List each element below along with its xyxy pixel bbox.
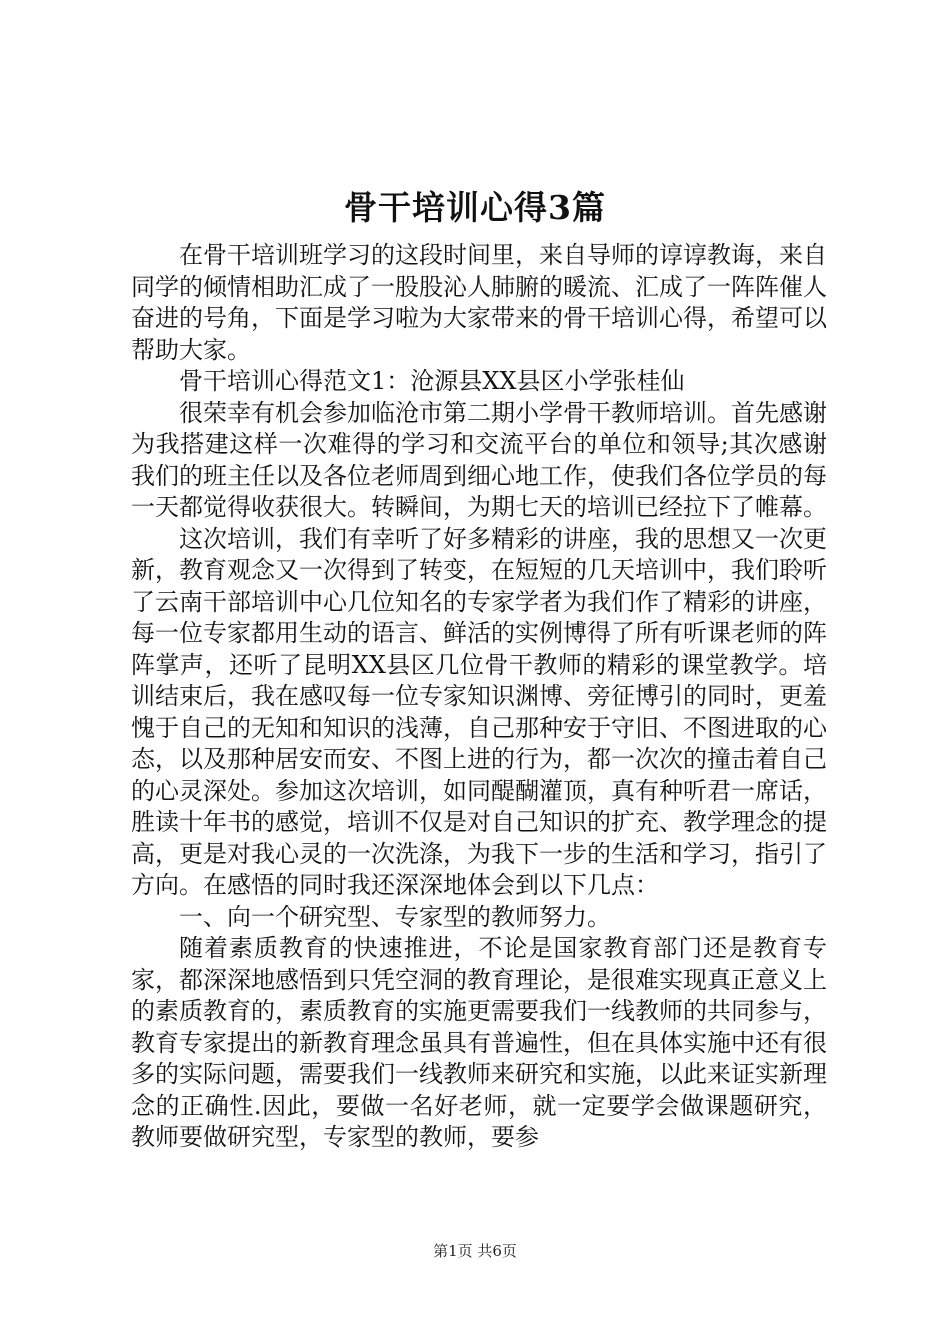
paragraph-subheading: 骨干培训心得范文1：沧源县XX县区小学张桂仙 — [179, 367, 685, 395]
page-number-footer: 第1页 共6页 — [433, 1242, 517, 1260]
document-body — [131, 240, 827, 1154]
paragraph-intro: 在骨干培训班学习的这段时间里，来自导师的谆谆教诲，来自同学的倾情相助汇成了一股股沁人肺腑的暖流、汇成了一阵阵催人奋进的号角，下面是学习啦为大家带来的骨干培训心得，希望可以帮助大家。 — [131, 241, 827, 364]
paragraph-thanks: 很荣幸有机会参加临沧市第二期小学骨干教师培训。首先感谢为我搭建这样一次难得的学习和交流平台的单位和领导;其次感谢我们的班主任以及各位老师周到细心地工作，使我们各位学员的每一天都觉得收获很大。转瞬间，为期七天的培训已经拉下了帷幕。 — [131, 398, 827, 521]
paragraph-research: 随着素质教育的快速推进，不论是国家教育部门还是教育专家，都深深地感悟到只凭空洞的教育理论，是很难实现真正意义上的素质教育的，素质教育的实施更需要我们一线教师的共同参与，教育专家提出的新教育理念虽具有普遍性，但在具体实施中还有很多的实际问题，需要我们一线教师来研究和实施，以此来证实新理念的正确性.因此，要做一名好老师，就一定要学会做课题研究，教师要做研究型，专家型的教师，要参 — [131, 934, 827, 1151]
paragraph-reflection: 这次培训，我们有幸听了好多精彩的讲座，我的思想又一次更新，教育观念又一次得到了转变，在短短的几天培训中，我们聆听了云南干部培训中心几位知名的专家学者为我们作了精彩的讲座，每一位专家都用生动的语言、鲜活的实例博得了所有听课老师的阵阵掌声，还听了昆明XX县区几位骨干教师的精彩的课堂教学。培训结束后，我在感叹每一位专家知识渊博、旁征博引的同时，更羞愧于自己的无知和知识的浅薄，自己那种安于守旧、不图进取的心态，以及那种居安而安、不图上进的行为，都一次次的撞击着自己的心灵深处。参加这次培训，如同醍醐灌顶，真有种听君一席话，胜读十年书的感觉，培训不仅是对自己知识的扩充、教学理念的提高，更是对我心灵的一次洗涤，为我下一步的生活和学习，指引了方向。在感悟的同时我还深深地体会到以下几点： — [131, 524, 827, 899]
document-title: 骨干培训心得3篇 — [344, 188, 606, 227]
paragraph-point-one: 一、向一个研究型、专家型的教师努力。 — [179, 902, 611, 931]
